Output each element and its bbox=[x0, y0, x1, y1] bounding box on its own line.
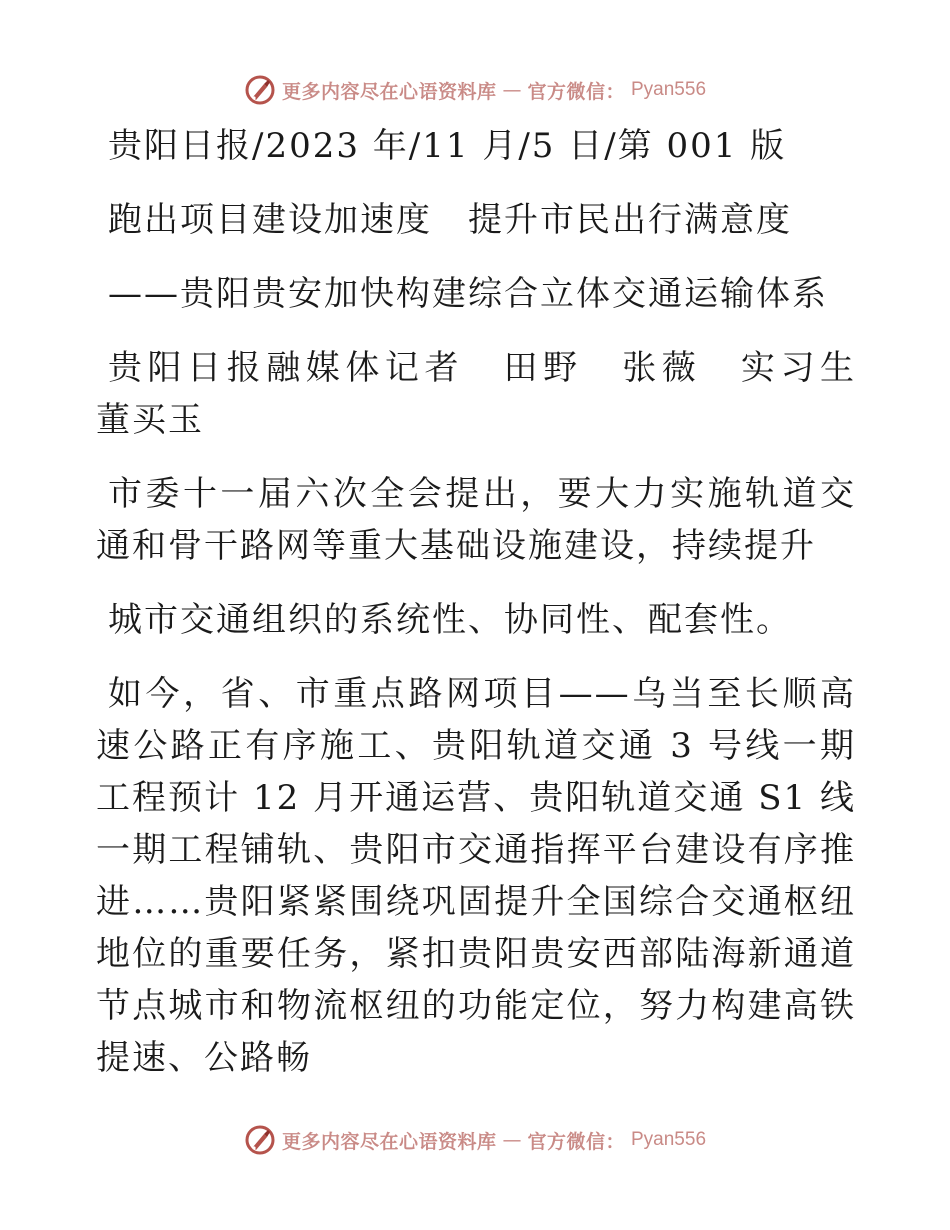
byline: 贵阳日报融媒体记者 田野 张薇 实习生 董买玉 bbox=[96, 348, 892, 440]
watermark-contact-label: 官方微信： bbox=[527, 1130, 625, 1153]
document-body bbox=[96, 120, 892, 1106]
watermark-separator: — bbox=[502, 1129, 522, 1151]
watermark-brand: 更多内容尽在心语资料库 bbox=[281, 1130, 497, 1153]
watermark-footer bbox=[0, 1120, 950, 1160]
watermark-contact-id: Pyan556 bbox=[631, 79, 707, 100]
paragraph: 如今，省、市重点路网项目——乌当至长顺高速公路正有序施工、贵阳轨道交通 3 号线一期工程预计 12 月开通运营、贵阳轨道交通 S1 线一期工程铺轨、贵阳市交通指挥平台建设有序推进……贵阳紧紧围绕巩固提升全国综合交通枢纽地位的重要任务，紧扣贵阳贵安西部陆海新通道节点城市和物流枢纽的功能定位，努力构建高铁提速、公路畅 bbox=[96, 674, 856, 1078]
watermark-contact-id: Pyan556 bbox=[631, 1129, 707, 1150]
pen-logo-icon bbox=[244, 1124, 276, 1156]
pen-logo-icon bbox=[244, 74, 276, 106]
paragraph: 市委十一届六次全会提出，要大力实施轨道交通和骨干路网等重大基础设施建设，持续提升 bbox=[96, 474, 856, 566]
watermark-separator: — bbox=[502, 79, 522, 101]
paragraph: 城市交通组织的系统性、协同性、配套性。 bbox=[108, 600, 792, 640]
subheadline: ——贵阳贵安加快构建综合立体交通运输体系 bbox=[108, 274, 828, 314]
watermark-brand: 更多内容尽在心语资料库 bbox=[281, 80, 497, 103]
watermark-contact-label: 官方微信： bbox=[527, 80, 625, 103]
headline: 跑出项目建设加速度 提升市民出行满意度 bbox=[108, 200, 792, 240]
watermark-header bbox=[0, 70, 950, 110]
dateline: 贵阳日报/2023 年/11 月/5 日/第 001 版 bbox=[108, 126, 787, 166]
